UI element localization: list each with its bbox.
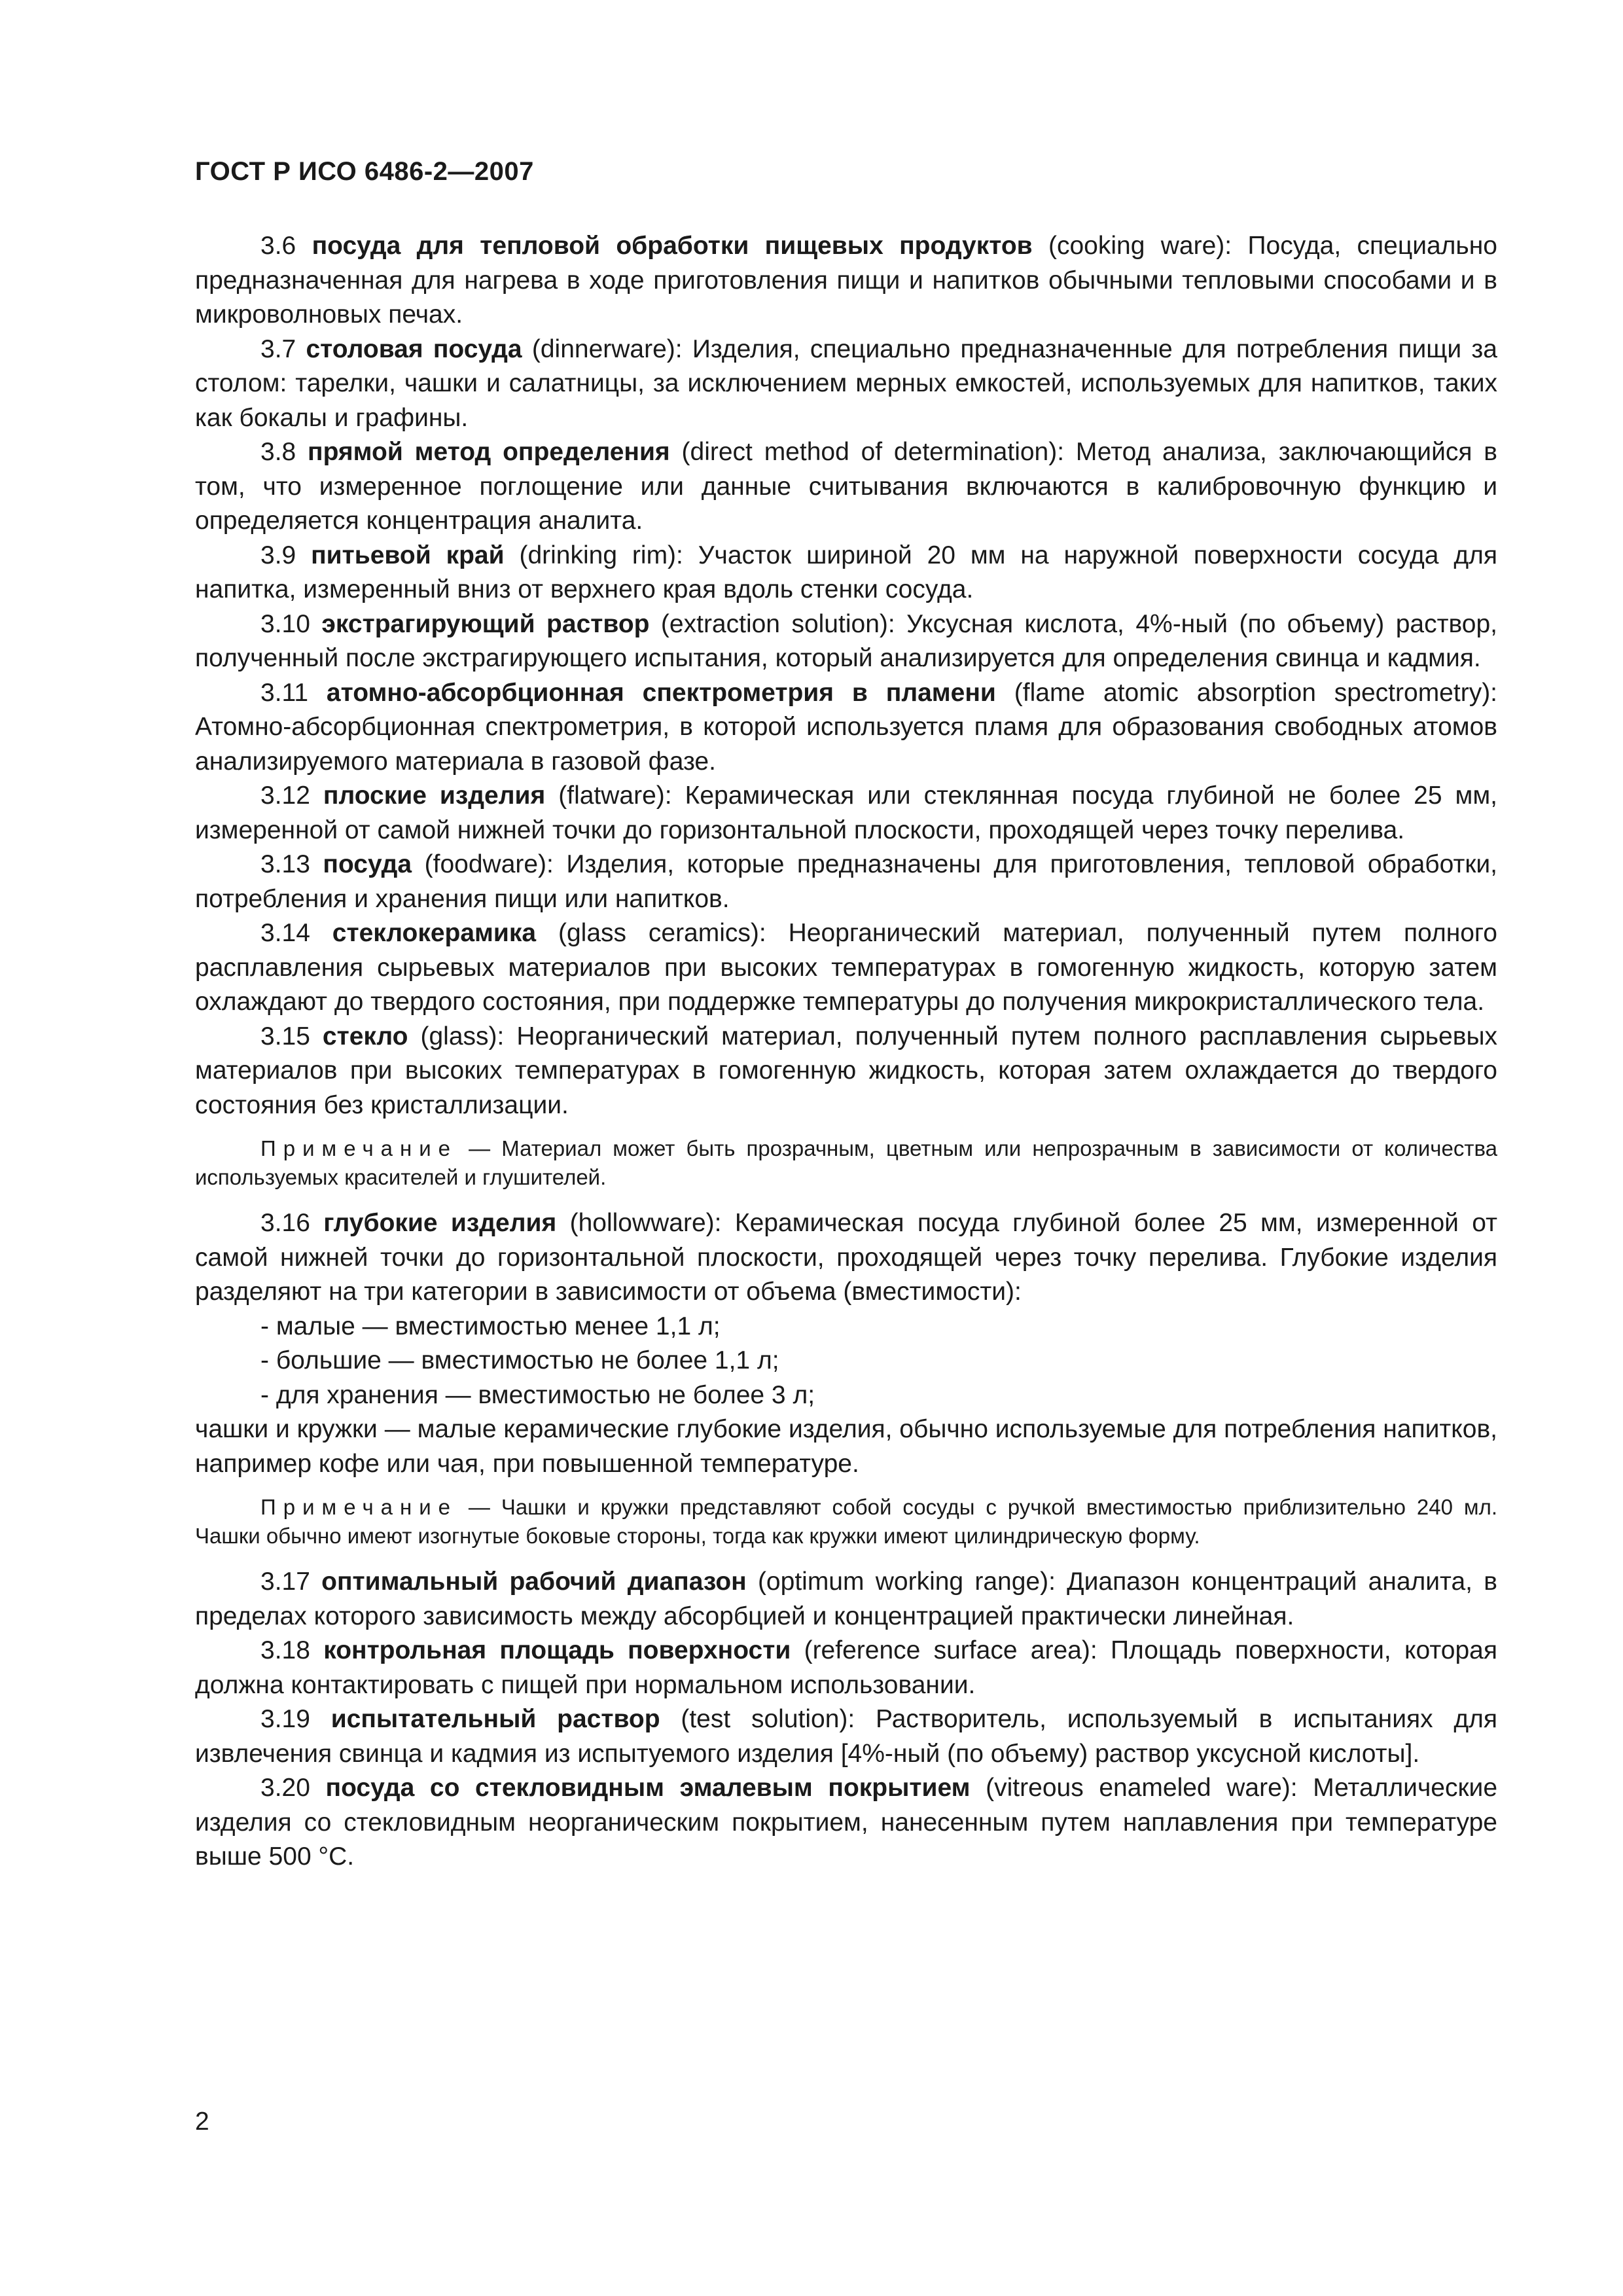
list-item: - малые — вместимостью менее 1,1 л; xyxy=(260,1312,721,1340)
entry-number: 3.6 xyxy=(260,232,296,260)
entry-term: глубокие изделия xyxy=(323,1209,557,1237)
entry-number: 3.19 xyxy=(260,1705,310,1733)
definition-entry xyxy=(195,229,1497,332)
entry-term: стекло xyxy=(322,1022,408,1050)
entry-number: 3.13 xyxy=(260,850,310,878)
definition-entry xyxy=(195,848,1497,916)
definition-entry xyxy=(195,1206,1497,1310)
entry-text: (optimum working range): Диапазон концентраций аналита, в пределах которого зависимость между абсорбцией и концентрацией практически линейная. xyxy=(195,1568,1497,1630)
note-label: Примечание xyxy=(260,1136,458,1160)
list-item: - для хранения — вместимостью не более 3 л; xyxy=(260,1380,815,1409)
entry-term: испытательный раствор xyxy=(330,1705,660,1733)
definition-entry xyxy=(195,607,1497,676)
entry-text: (vitreous enameled ware): Металлические изделия со стекловидным неорганическим покрытием, нанесенным путем наплавления при температуре выше 500 °С. xyxy=(195,1774,1498,1871)
entry-number: 3.15 xyxy=(260,1022,310,1050)
definition-entry xyxy=(195,676,1497,780)
definition-entry xyxy=(195,1634,1497,1702)
entry-number: 3.10 xyxy=(260,609,310,638)
entry-term: контрольная площадь поверхности xyxy=(323,1636,791,1664)
entry-term: плоские изделия xyxy=(323,781,546,810)
note-label: Примечание xyxy=(260,1495,458,1519)
entry-number: 3.8 xyxy=(260,438,296,466)
entry-text: (reference surface area): Площадь поверхности, которая должна контактировать с пищей при нормальном использовании. xyxy=(195,1636,1497,1699)
entry-term: питьевой край xyxy=(311,541,505,569)
entry-text: (flatware): Керамическая или стеклянная посуда глубиной не более 25 мм, измеренной от самой нижней точки до горизонтальной плоскости, проходящей через точку перелива. xyxy=(195,781,1498,844)
entry-term: стеклокерамика xyxy=(332,919,537,947)
note xyxy=(195,1493,1497,1551)
note-text: — Чашки и кружки представляют собой сосуды с ручкой вместимостью приблизительно 240 мл. Чашки обычно имеют изогнутые боковые стороны, тогда как кружки имеют цилиндрическую форму. xyxy=(195,1495,1497,1548)
entry-term: экстрагирующий раствор xyxy=(321,609,650,638)
entry-term: прямой метод определения xyxy=(308,438,670,466)
definition-entry xyxy=(195,435,1497,539)
entry-number: 3.12 xyxy=(260,781,310,810)
entry-term: атомно-абсорбционная спектрометрия в пламени xyxy=(326,678,996,707)
definition-entry xyxy=(195,1771,1497,1874)
page-number: 2 xyxy=(195,2108,209,2136)
entry-term: посуда xyxy=(323,850,412,878)
entry-number: 3.11 xyxy=(260,678,309,707)
entry-number: 3.18 xyxy=(260,1636,310,1664)
entry-term: столовая посуда xyxy=(306,334,522,363)
entry-number: 3.7 xyxy=(260,334,296,363)
entry-text: (drinking rim): Участок шириной 20 мм на наружной поверхности сосуда для напитка, измеренный вниз от верхнего края вдоль стенки сосуда. xyxy=(195,541,1497,603)
note xyxy=(195,1134,1497,1192)
definition-entry xyxy=(195,1020,1497,1123)
entry-text: (foodware): Изделия, которые предназначены для приготовления, тепловой обработки, потребления и хранения пищи или напитков. xyxy=(195,850,1497,913)
definition-entry xyxy=(195,916,1497,1020)
definition-entry xyxy=(195,332,1497,436)
entry-number: 3.14 xyxy=(260,919,310,947)
entry-text: (flame atomic absorption spectrometry): Атомно-абсорбционная спектрометрия, в которой используется пламя для образования свободных атомов анализируемого материала в газовой фазе. xyxy=(195,678,1498,776)
entry-text: (glass): Неорганический материал, полученный путем полного расплавления сырьевых материалов при высоких температурах в гомогенную жидкость, которая затем охлаждается до твердого состояния без кристаллизации. xyxy=(195,1022,1497,1119)
document-header: ГОСТ Р ИСО 6486-2—2007 xyxy=(195,157,534,186)
entry-text: (hollowware): Керамическая посуда глубиной более 25 мм, измеренной от самой нижней точки до горизонтальной плоскости, проходящей через точку перелива. Глубокие изделия разделяют на три категории в зависимости от объема (вместимости): xyxy=(195,1209,1497,1306)
definition-continuation: чашки и кружки — малые керамические глубокие изделия, обычно используемые для потребления напитков, например кофе или чая, при повышенной температуре. xyxy=(195,1415,1497,1478)
entry-text: (direct method of determination): Метод анализа, заключающийся в том, что измеренное поглощение или данные считывания включаются в калибровочную функцию и определяется концентрация аналита. xyxy=(195,438,1498,535)
entry-term: оптимальный рабочий диапазон xyxy=(321,1568,747,1596)
definition-entry xyxy=(195,1702,1497,1771)
entry-text: (extraction solution): Уксусная кислота, 4%-ный (по объему) раствор, полученный после экстрагирующего испытания, который анализируется для определения свинца и кадмия. xyxy=(195,609,1497,672)
entry-term: посуда для тепловой обработки пищевых продуктов xyxy=(312,232,1033,260)
entry-term: посуда со стекловидным эмалевым покрытием xyxy=(325,1774,971,1802)
entry-text: (test solution): Растворитель, используемый в испытаниях для извлечения свинца и кадмия из испытуемого изделия [4%-ный (по объему) раствор уксусной кислоты]. xyxy=(195,1705,1497,1768)
list-item: - большие — вместимостью не более 1,1 л; xyxy=(260,1346,779,1374)
note-text: — Материал может быть прозрачным, цветным или непрозрачным в зависимости от количества используемых красителей и глушителей. xyxy=(195,1136,1497,1189)
entry-text: (glass ceramics): Неорганический материал, полученный путем полного расплавления сырьевых материалов при высоких температурах в гомогенную жидкость, которую затем охлаждают до твердого состояния, при поддержке температуры до получения микрокристаллического тела. xyxy=(195,919,1497,1016)
entry-text: (cooking ware): Посуда, специально предназначенная для нагрева в ходе приготовления пищи и напитков обычными тепловыми способами и в микроволновых печах. xyxy=(195,232,1497,329)
entry-number: 3.20 xyxy=(260,1774,310,1802)
entry-number: 3.16 xyxy=(260,1209,310,1237)
entry-number: 3.17 xyxy=(260,1568,310,1596)
document-body xyxy=(195,229,1497,1874)
definition-entry xyxy=(195,539,1497,607)
entry-number: 3.9 xyxy=(260,541,296,569)
entry-text: (dinnerware): Изделия, специально предназначенные для потребления пищи за столом: тарелки, чашки и салатницы, за исключением мерных емкостей, используемых для напитков, таких как бокалы и графины. xyxy=(195,334,1497,432)
definition-entry xyxy=(195,779,1497,848)
definition-entry xyxy=(195,1565,1497,1634)
